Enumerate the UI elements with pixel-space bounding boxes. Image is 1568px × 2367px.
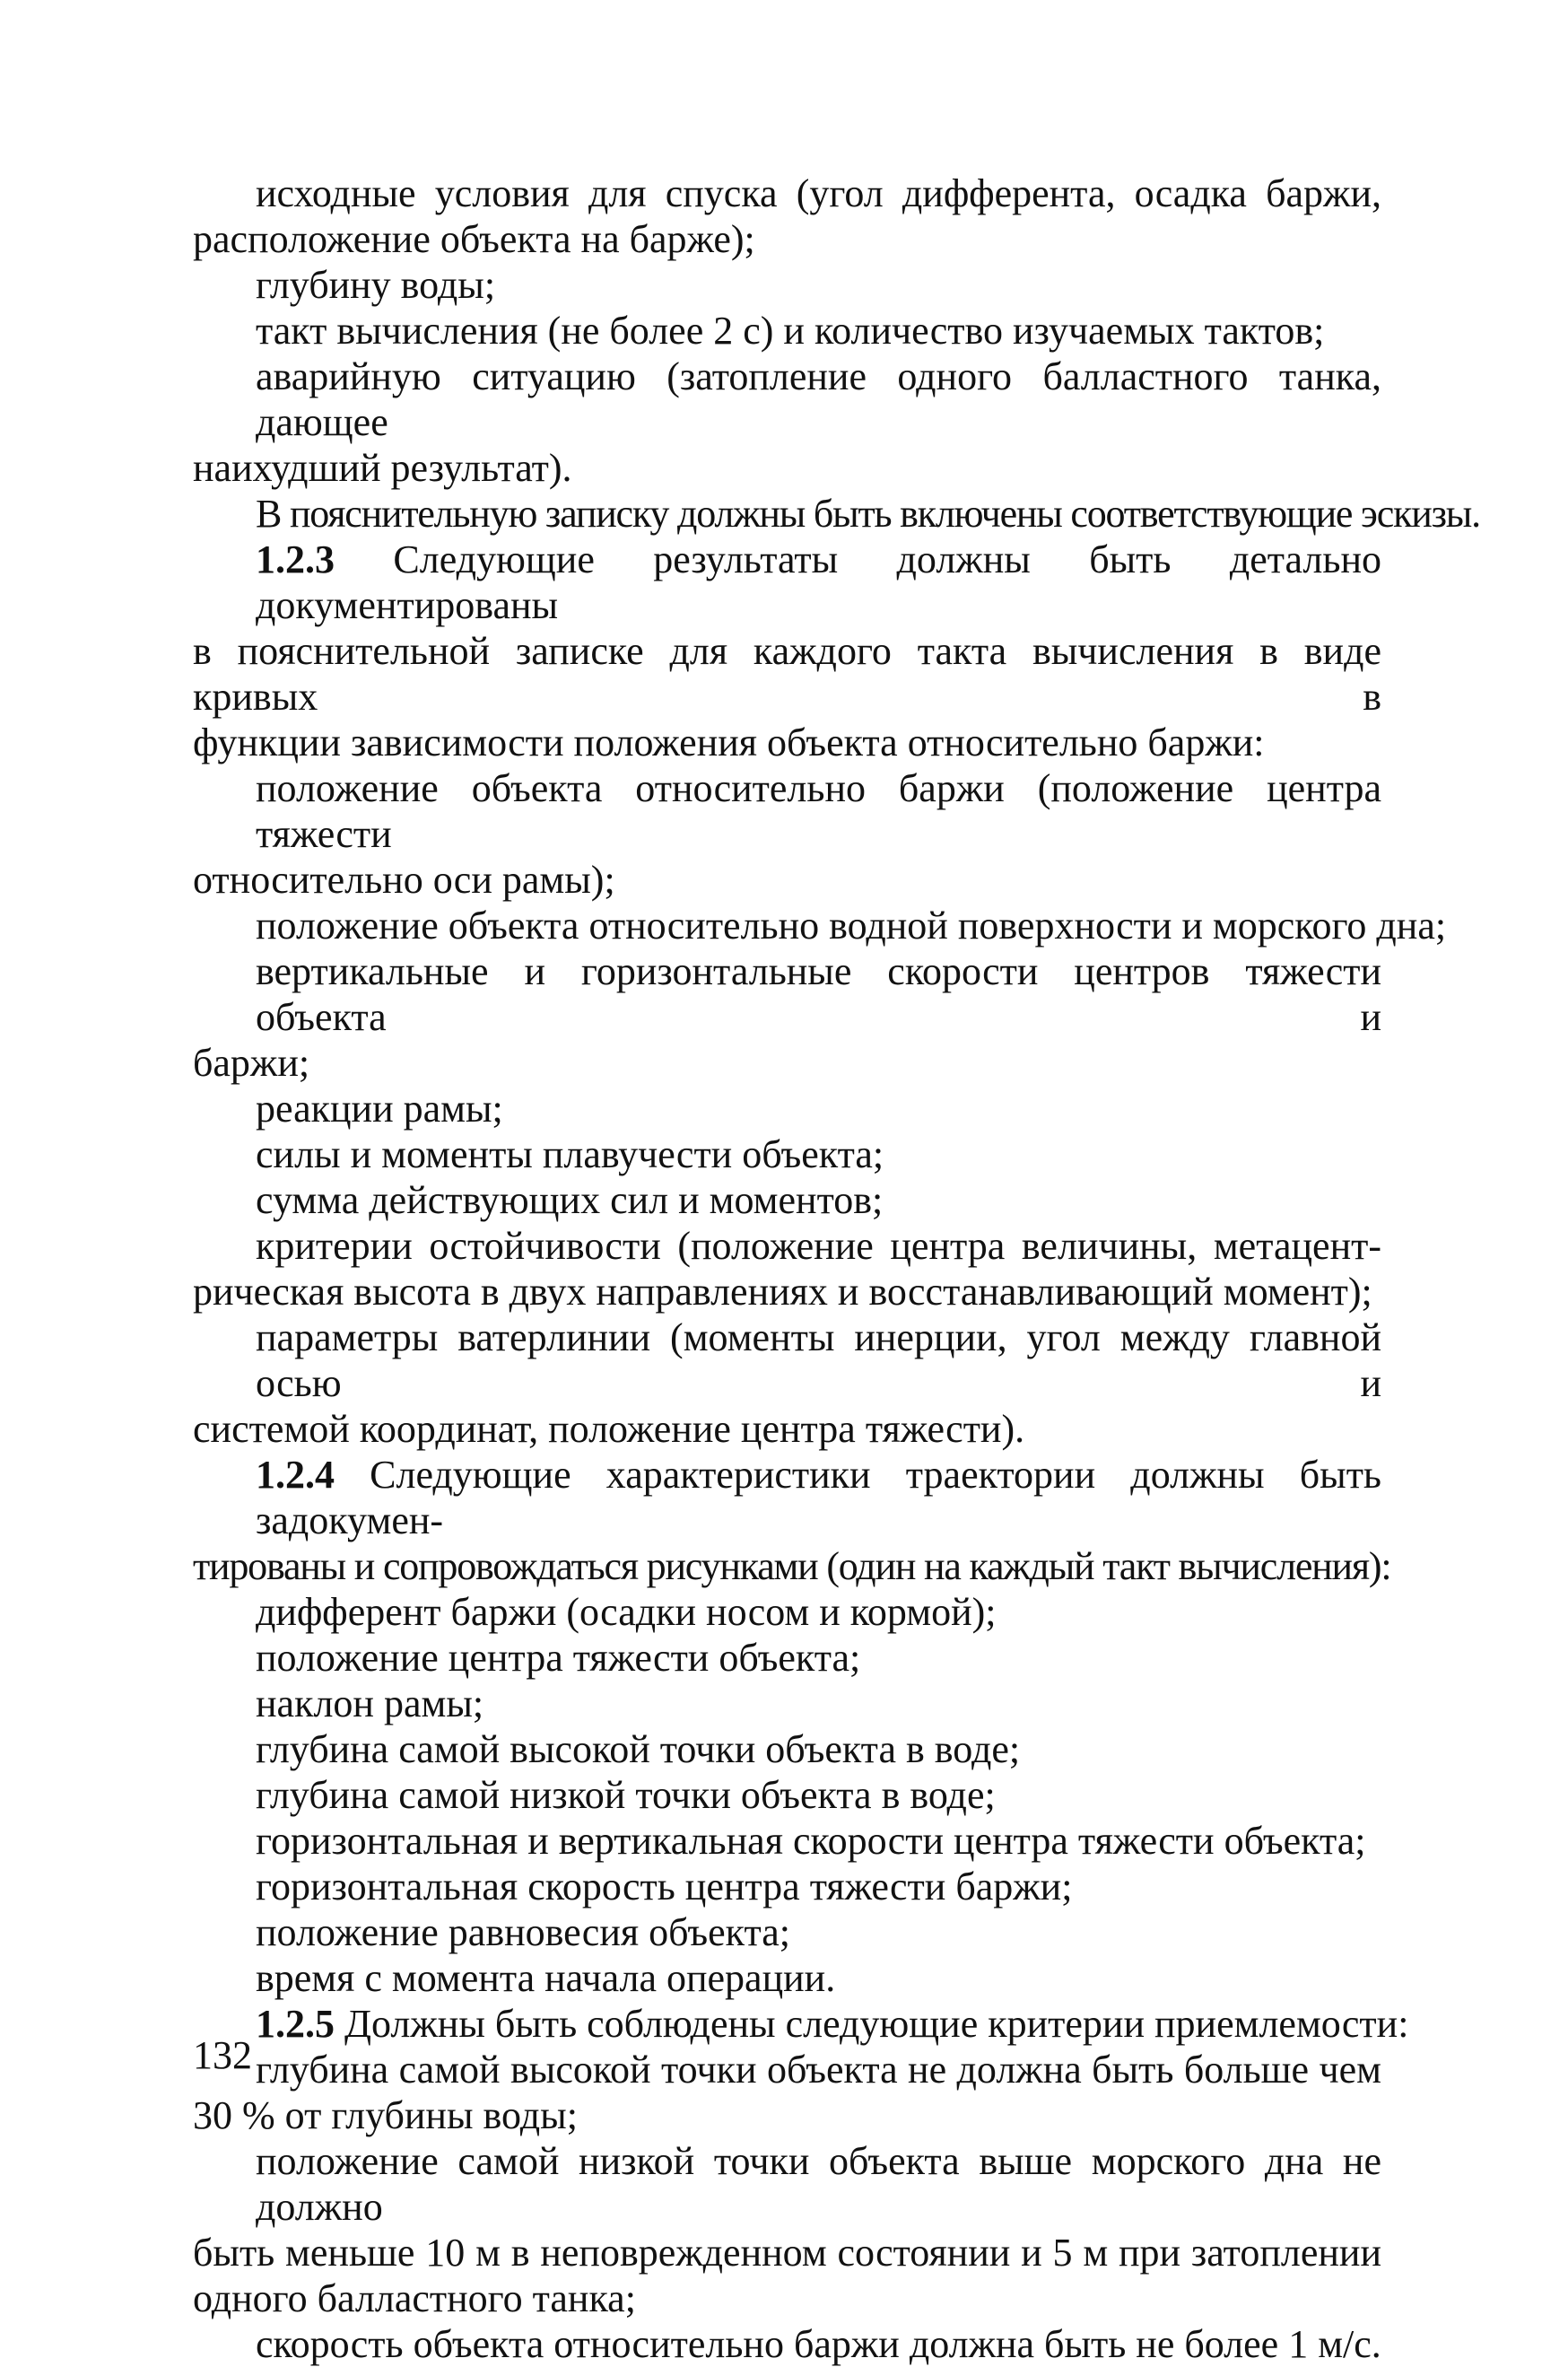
text-line: рическая высота в двух направлениях и восстанавливающий момент); xyxy=(193,1270,1372,1314)
text-line: глубина самой низкой точки объекта в воде; xyxy=(256,1773,996,1817)
text-line: положение равновесия объекта; xyxy=(256,1910,790,1954)
section-heading-line xyxy=(193,1452,1381,1543)
section-number: 1.2.5 xyxy=(256,2002,335,2046)
text-line: вертикальные и горизонтальные скорости центров тяжести объекта и xyxy=(256,949,1381,1039)
text-line: глубина самой высокой точки объекта не должна быть больше чем xyxy=(256,2048,1381,2092)
text-line: аварийную ситуацию (затопление одного балластного танка, дающее xyxy=(256,354,1381,444)
text-line: силы и моменты плавучести объекта; xyxy=(256,1132,884,1176)
text-line: время с момента начала операции. xyxy=(256,1956,836,2000)
text-line: горизонтальная скорость центра тяжести баржи; xyxy=(256,1865,1073,1908)
text-line: глубину воды; xyxy=(256,263,496,307)
section-number: 1.2.4 xyxy=(256,1453,335,1497)
text-line: в пояснительной записке для каждого такта вычисления в виде кривых в xyxy=(193,629,1381,719)
text-line: положение объекта относительно водной поверхности и морского дна; xyxy=(256,904,1447,948)
section-text: Следующие характеристики траектории должны быть задокумен- xyxy=(256,1453,1381,1542)
section-text: Должны быть соблюдены следующие критерии приемлемости: xyxy=(335,2002,1409,2046)
text-line: положение центра тяжести объекта; xyxy=(256,1636,861,1680)
text-line: расположение объекта на барже); xyxy=(193,217,755,261)
text-line: положение самой низкой точки объекта выше морского дна не должно xyxy=(256,2139,1381,2229)
text-line: относительно оси рамы); xyxy=(193,858,615,902)
section-heading-line xyxy=(193,2001,1409,2047)
text-line: исходные условия для спуска (угол дифферента, осадка баржи, xyxy=(256,171,1381,215)
section-text: Следующие результаты должны быть детально документированы xyxy=(256,537,1381,627)
section-heading-line xyxy=(193,537,1381,628)
text-line: тированы и сопровождаться рисунками (один на каждый такт вычисления): xyxy=(193,1544,1391,1588)
text-line: критерии остойчивости (положение центра величины, метацент- xyxy=(256,1224,1381,1268)
text-line: параметры ватерлинии (моменты инерции, угол между главной осью и xyxy=(256,1315,1381,1405)
text-line: скорость объекта относительно баржи должна быть не более 1 м/с. xyxy=(256,2322,1381,2366)
text-line: дифферент баржи (осадки носом и кормой); xyxy=(256,1590,997,1634)
text-line: глубина самой высокой точки объекта в воде; xyxy=(256,1727,1021,1771)
text-line: 30 % от глубины воды; xyxy=(193,2093,578,2137)
text-line: такт вычисления (не более 2 с) и количество изучаемых тактов; xyxy=(256,309,1325,353)
text-line: системой координат, положение центра тяжести). xyxy=(193,1407,1025,1451)
text-line: быть меньше 10 м в неповрежденном состоянии и 5 м при затоплении xyxy=(193,2231,1381,2275)
text-line: горизонтальная и вертикальная скорости центра тяжести объекта; xyxy=(256,1819,1366,1863)
text-line: реакции рамы; xyxy=(256,1087,503,1131)
text-line: наихудший результат). xyxy=(193,446,572,490)
section-number: 1.2.3 xyxy=(256,537,335,581)
text-line: положение объекта относительно баржи (положение центра тяжести xyxy=(256,766,1381,856)
text-line: одного балластного танка; xyxy=(193,2276,636,2320)
text-line: наклон рамы; xyxy=(256,1681,484,1725)
document-page xyxy=(193,170,1480,2367)
text-line: баржи; xyxy=(193,1041,310,1085)
text-line: функции зависимости положения объекта относительно баржи: xyxy=(193,721,1265,764)
text-line: В пояснительную записку должны быть включены соответствующие эскизы. xyxy=(256,492,1480,536)
page-number: 132 xyxy=(193,2033,252,2077)
text-line: сумма действующих сил и моментов; xyxy=(256,1178,884,1222)
